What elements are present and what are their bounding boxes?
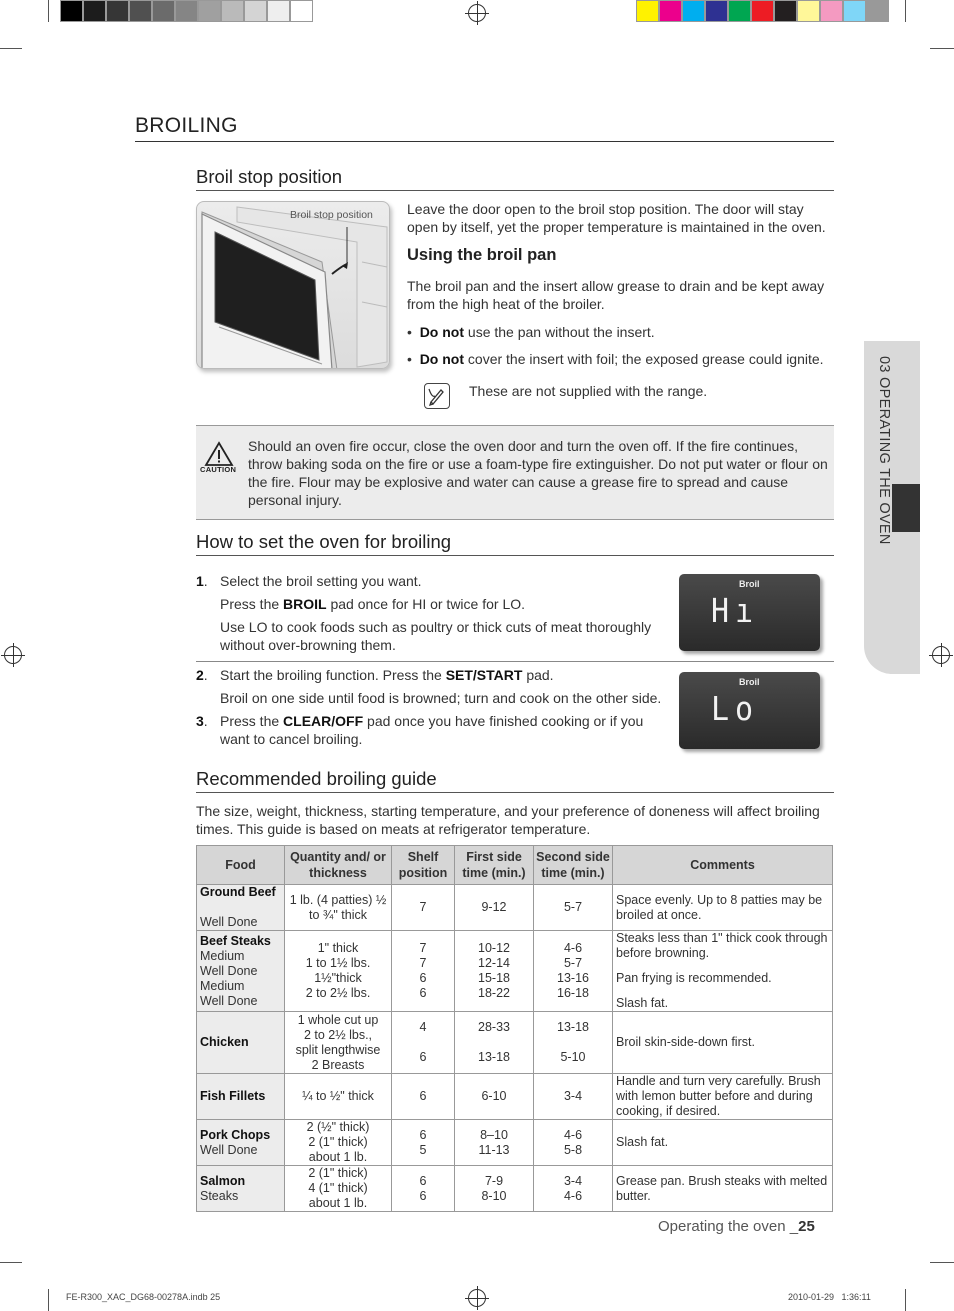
table-cell-line: Medium [200, 948, 245, 963]
page-title: BROILING [135, 114, 834, 142]
registration-mark-icon [932, 646, 950, 664]
table-cell-line: 2 to 2½ lbs., [303, 1027, 373, 1042]
quantity-cell [285, 1074, 392, 1120]
table-cell-line: 13-18 [557, 1020, 589, 1034]
comments-cell [613, 1120, 833, 1166]
color-swatch [866, 0, 889, 22]
table-cell-line: 5-8 [563, 1142, 583, 1157]
table-cell-line: Well Done [200, 993, 258, 1008]
table-cell-line: 10-12 [478, 941, 510, 955]
shelf-cell [392, 1074, 455, 1120]
table-cell-line: 2 (1" thick) [308, 1166, 368, 1180]
table-cell-line: 6 [419, 986, 427, 1000]
food-cell [197, 1166, 285, 1212]
color-swatch [244, 0, 267, 22]
table-cell-line: Chicken [200, 1035, 249, 1049]
table-cell-line: 3-4 [563, 1089, 583, 1103]
table-row [197, 1120, 833, 1166]
caution-text: Should an oven fire occur, close the oven door and turn the oven off. If the fire continues, throw baking soda on the fire or use a foam-type fire extinguisher. Do not put water or flour on the fire. Flour may be explosive and water can cause a grease fire to spread and cause personal injury. [248, 438, 828, 508]
crop-mark [0, 48, 22, 49]
table-cell-line: 18-22 [478, 986, 510, 1000]
table-cell-line: 8-10 [481, 1188, 507, 1203]
shelf-cell [392, 1166, 455, 1212]
display-broil-lo [679, 672, 820, 749]
registration-mark-icon [4, 646, 22, 664]
step-2-text-part: pad. [522, 667, 554, 683]
set-start-pad-label: SET/START [445, 667, 523, 683]
first-side-cell [455, 931, 534, 1012]
table-cell-line: Slash fat. [616, 1135, 669, 1149]
step-number: 3. [196, 713, 208, 729]
bullet-bold: Do not [419, 351, 465, 367]
table-cell-line: Grease pan. Brush steaks with melted butter. [616, 1173, 828, 1203]
quantity-cell [285, 931, 392, 1012]
column-header: Shelf position [392, 846, 455, 885]
display-label: Broil [739, 677, 760, 687]
table-cell-line: 5-7 [563, 900, 583, 914]
table-cell-line: 2 to 2½ lbs. [305, 986, 371, 1000]
note-text: These are not supplied with the range. [469, 383, 708, 399]
color-swatch [843, 0, 866, 22]
second-side-cell [534, 1012, 613, 1074]
color-swatch [774, 0, 797, 22]
table-cell-line: 4 [419, 1020, 427, 1034]
table-cell-line: 5-10 [560, 1050, 586, 1064]
shelf-cell [392, 1120, 455, 1166]
comments-cell [613, 931, 833, 1012]
crop-mark [905, 1289, 906, 1311]
table-cell-line: split lengthwise [295, 1042, 381, 1057]
table-cell-line: 3-4 [563, 1173, 583, 1188]
table-cell-line: 6 [419, 1050, 427, 1064]
caution-box [196, 425, 834, 520]
color-swatch [83, 0, 106, 22]
guide-intro: The size, weight, thickness, starting temperature, and your preference of doneness will affect broiling times. This guide is based on meats at refrigerator temperature. [196, 803, 820, 837]
step-3-text-part: Press the [220, 713, 284, 729]
table-cell-line [200, 900, 281, 915]
crop-mark [0, 1262, 22, 1263]
table-cell-line: 11-13 [478, 1142, 510, 1157]
food-cell [197, 931, 285, 1012]
table-cell-line: Ground Beef [200, 885, 276, 899]
color-swatch [659, 0, 682, 22]
table-cell-line: 13-18 [478, 1050, 510, 1064]
crop-mark [48, 1289, 49, 1311]
table-cell-line: 6-10 [481, 1089, 507, 1103]
registration-mark-icon [468, 1289, 486, 1307]
display-readout: Lo [711, 690, 760, 729]
color-swatch [175, 0, 198, 22]
table-cell-line: about 1 lb. [308, 1196, 368, 1210]
step-2-text [220, 666, 670, 684]
table-cell-line: Well Done [200, 915, 258, 929]
step-1-text: Select the broil setting you want. [220, 573, 422, 589]
pencil-icon [425, 384, 449, 408]
comments-cell [613, 885, 833, 931]
bullet-text: cover the insert with foil; the exposed grease could ignite. [464, 351, 824, 367]
color-swatch [198, 0, 221, 22]
table-cell-line: 6 [419, 971, 427, 985]
color-swatch [682, 0, 705, 22]
table-cell-line: 6 [419, 1173, 427, 1188]
step-number: 1. [196, 573, 208, 589]
column-header: Comments [613, 846, 833, 885]
broiling-guide-table [196, 845, 833, 1212]
step-number-3: 3 [196, 713, 204, 729]
table-cell-line: Space evenly. Up to 8 patties may be broiled at once. [616, 892, 823, 922]
color-swatch [221, 0, 244, 22]
step-number: 2. [196, 667, 208, 683]
gray-calibration-bar [60, 0, 313, 24]
display-label: Broil [739, 579, 760, 589]
color-swatch [797, 0, 820, 22]
table-cell-line: 12-14 [478, 956, 510, 970]
column-header: Second side time (min.) [534, 846, 613, 885]
table-cell-line: 28-33 [478, 1020, 510, 1034]
caution-icon [204, 441, 234, 467]
chapter-tab-marker [892, 484, 920, 532]
table-cell-line: 2 (1" thick) [308, 1135, 368, 1149]
table-cell-line: Pan frying is recommended. [616, 971, 772, 985]
table-cell-line: 6 [419, 1089, 427, 1103]
color-swatch [290, 0, 313, 22]
table-cell-line: Steaks [200, 1188, 239, 1203]
table-cell-line: 5-7 [563, 956, 583, 970]
table-cell-line: 7 [419, 900, 427, 914]
first-side-cell [455, 1166, 534, 1212]
print-slug-date: 2010-01-29 1:36:11 [788, 1292, 871, 1302]
print-slug-file: FE-R300_XAC_DG68-00278A.indb 25 [66, 1292, 221, 1302]
quantity-cell [285, 1120, 392, 1166]
shelf-cell [392, 885, 455, 931]
table-cell-line: 2 Breasts [311, 1057, 365, 1072]
step-3-text [220, 712, 660, 748]
figure-label: Broil stop position [290, 209, 373, 221]
table-cell-line: about 1 lb. [308, 1150, 368, 1164]
shelf-cell [392, 931, 455, 1012]
step-2-detail: Broil on one side until food is browned; turn and cook on the other side. [220, 690, 662, 706]
color-swatch [705, 0, 728, 22]
oven-door-drawing [197, 202, 390, 369]
table-cell-line: 4-6 [563, 941, 583, 955]
color-swatch [129, 0, 152, 22]
quantity-cell [285, 1012, 392, 1074]
table-cell-line: Salmon [200, 1173, 246, 1188]
quantity-cell [285, 1166, 392, 1212]
table-cell-line: 6 [419, 1188, 427, 1203]
color-swatch [820, 0, 843, 22]
color-swatch [728, 0, 751, 22]
food-cell [197, 1074, 285, 1120]
bullet-item: • Do not use the pan without the insert. [407, 324, 655, 340]
first-side-cell [455, 885, 534, 931]
table-cell-line: 13-16 [557, 971, 589, 985]
table-cell-line: Well Done [200, 963, 258, 978]
first-side-cell [455, 1012, 534, 1074]
bullet-item: • Do not cover the insert with foil; the exposed grease could ignite. [407, 351, 824, 367]
color-swatch [106, 0, 129, 22]
table-cell-line: ¼ to ½" thick [302, 1089, 374, 1103]
table-cell-line: 2 (½" thick) [306, 1120, 370, 1134]
broil-pan-heading: Using the broil pan [407, 246, 557, 264]
step-3-text-part: pad once you have finished cooking or if you want to cancel broiling. [220, 713, 644, 747]
food-cell [197, 1120, 285, 1166]
table-cell-line: 1½"thick [314, 971, 362, 985]
second-side-cell [534, 931, 613, 1012]
step-1-lo-detail: Use LO to cook foods such as poultry or thick cuts of meat thoroughly without over-browning them. [220, 619, 652, 653]
table-cell-line: 4-6 [563, 1127, 583, 1142]
crop-mark [48, 0, 49, 22]
crop-mark [930, 48, 954, 49]
table-header-row [197, 846, 833, 885]
table-cell-line: 1 to 1½ lbs. [305, 956, 371, 970]
table-cell-line: 7 [419, 956, 427, 970]
table-cell-line: 16-18 [557, 986, 589, 1000]
clear-off-pad-label: CLEAR/OFF [283, 713, 364, 729]
display-readout: Hı [711, 592, 760, 631]
table-cell-line: 7-9 [484, 1173, 504, 1188]
table-row [197, 931, 833, 1012]
table-cell-line: 15-18 [478, 971, 510, 985]
table-cell-line: Handle and turn very carefully. Brush with lemon butter before and during cooking, if desired. [616, 1074, 821, 1118]
section-heading-how-to: How to set the oven for broiling [196, 531, 834, 556]
table-cell-line: 8–10 [480, 1127, 508, 1142]
step-1-detail [220, 595, 660, 613]
table-cell-line: Slash fat. [616, 996, 669, 1010]
table-cell-line: Fish Fillets [200, 1089, 266, 1103]
table-cell-line: to ¾" thick [309, 907, 367, 922]
table-cell-line: 4 (1" thick) [308, 1181, 368, 1195]
table-cell-line: 1 lb. (4 patties) ½ [289, 892, 387, 907]
shelf-cell [392, 1012, 455, 1074]
color-swatch [267, 0, 290, 22]
table-cell-line: Beef Steaks [200, 933, 271, 948]
divider [196, 661, 834, 662]
table-cell-line [455, 1035, 533, 1050]
bullet-text: use the pan without the insert. [464, 324, 655, 340]
food-cell [197, 1012, 285, 1074]
table-cell-line: 5 [419, 1142, 427, 1157]
page-number: 25 [798, 1218, 815, 1235]
section-heading-broil-stop: Broil stop position [196, 166, 834, 191]
section-heading-guide: Recommended broiling guide [196, 768, 834, 793]
quantity-cell [285, 885, 392, 931]
table-cell-line: Well Done [200, 1142, 258, 1157]
comments-cell [613, 1074, 833, 1120]
table-cell-line: Steaks less than 1" thick cook through before browning. [616, 931, 828, 960]
comments-cell [613, 1012, 833, 1074]
table-cell-line: Pork Chops [200, 1127, 271, 1142]
step-number-1: 1 [196, 573, 204, 589]
column-header: Food [197, 846, 285, 885]
broil-stop-description: Leave the door open to the broil stop position. The door will stay open by itself, yet the proper temperature is maintained in the oven. [407, 201, 826, 235]
table-cell-line: Broil skin-side-down first. [616, 1035, 755, 1049]
color-swatch [152, 0, 175, 22]
table-cell-line: 6 [419, 1127, 427, 1142]
second-side-cell [534, 1120, 613, 1166]
column-header: First side time (min.) [455, 846, 534, 885]
color-swatch [60, 0, 83, 22]
step-number-2: 2 [196, 667, 204, 683]
first-side-cell [455, 1120, 534, 1166]
color-calibration-bar [636, 0, 889, 24]
table-cell-line: Medium [200, 978, 245, 993]
second-side-cell [534, 1166, 613, 1212]
broil-pan-description: The broil pan and the insert allow grease to drain and be kept away from the high heat of the broiler. [407, 278, 825, 312]
footer-text: Operating the oven _ [658, 1218, 799, 1235]
table-row [197, 1012, 833, 1074]
step-1-detail-text: Press the [220, 596, 284, 612]
first-side-cell [455, 1074, 534, 1120]
table-row [197, 885, 833, 931]
color-swatch [636, 0, 659, 22]
second-side-cell [534, 885, 613, 931]
broil-pad-label: BROIL [283, 596, 327, 612]
chapter-tab-label: 03 OPERATING THE OVEN [876, 356, 892, 545]
page-footer [658, 1218, 815, 1235]
step-1-detail-text: pad once for HI or twice for LO. [326, 596, 526, 612]
comments-cell [613, 1166, 833, 1212]
table-cell-line: 1 whole cut up [297, 1012, 379, 1027]
food-cell [197, 885, 285, 931]
table-row [197, 1074, 833, 1120]
table-cell-line: 1" thick [317, 941, 359, 955]
table-cell-line: 4-6 [563, 1188, 583, 1203]
table-cell-line [534, 1035, 612, 1050]
table-cell-line: 7 [419, 941, 427, 955]
note-icon [424, 383, 450, 409]
registration-mark-icon [468, 4, 486, 22]
second-side-cell [534, 1074, 613, 1120]
table-cell-line [392, 1035, 454, 1050]
crop-mark [930, 1262, 954, 1263]
crop-mark [905, 0, 906, 22]
color-swatch [751, 0, 774, 22]
oven-door-illustration [196, 201, 390, 369]
table-cell-line: 9-12 [481, 900, 507, 914]
bullet-bold: Do not [419, 324, 465, 340]
caution-label: CAUTION [200, 465, 237, 474]
column-header: Quantity and/ or thickness [285, 846, 392, 885]
step-2-text-part: Start the broiling function. Press the [220, 667, 446, 683]
table-row [197, 1166, 833, 1212]
display-broil-hi [679, 574, 820, 651]
